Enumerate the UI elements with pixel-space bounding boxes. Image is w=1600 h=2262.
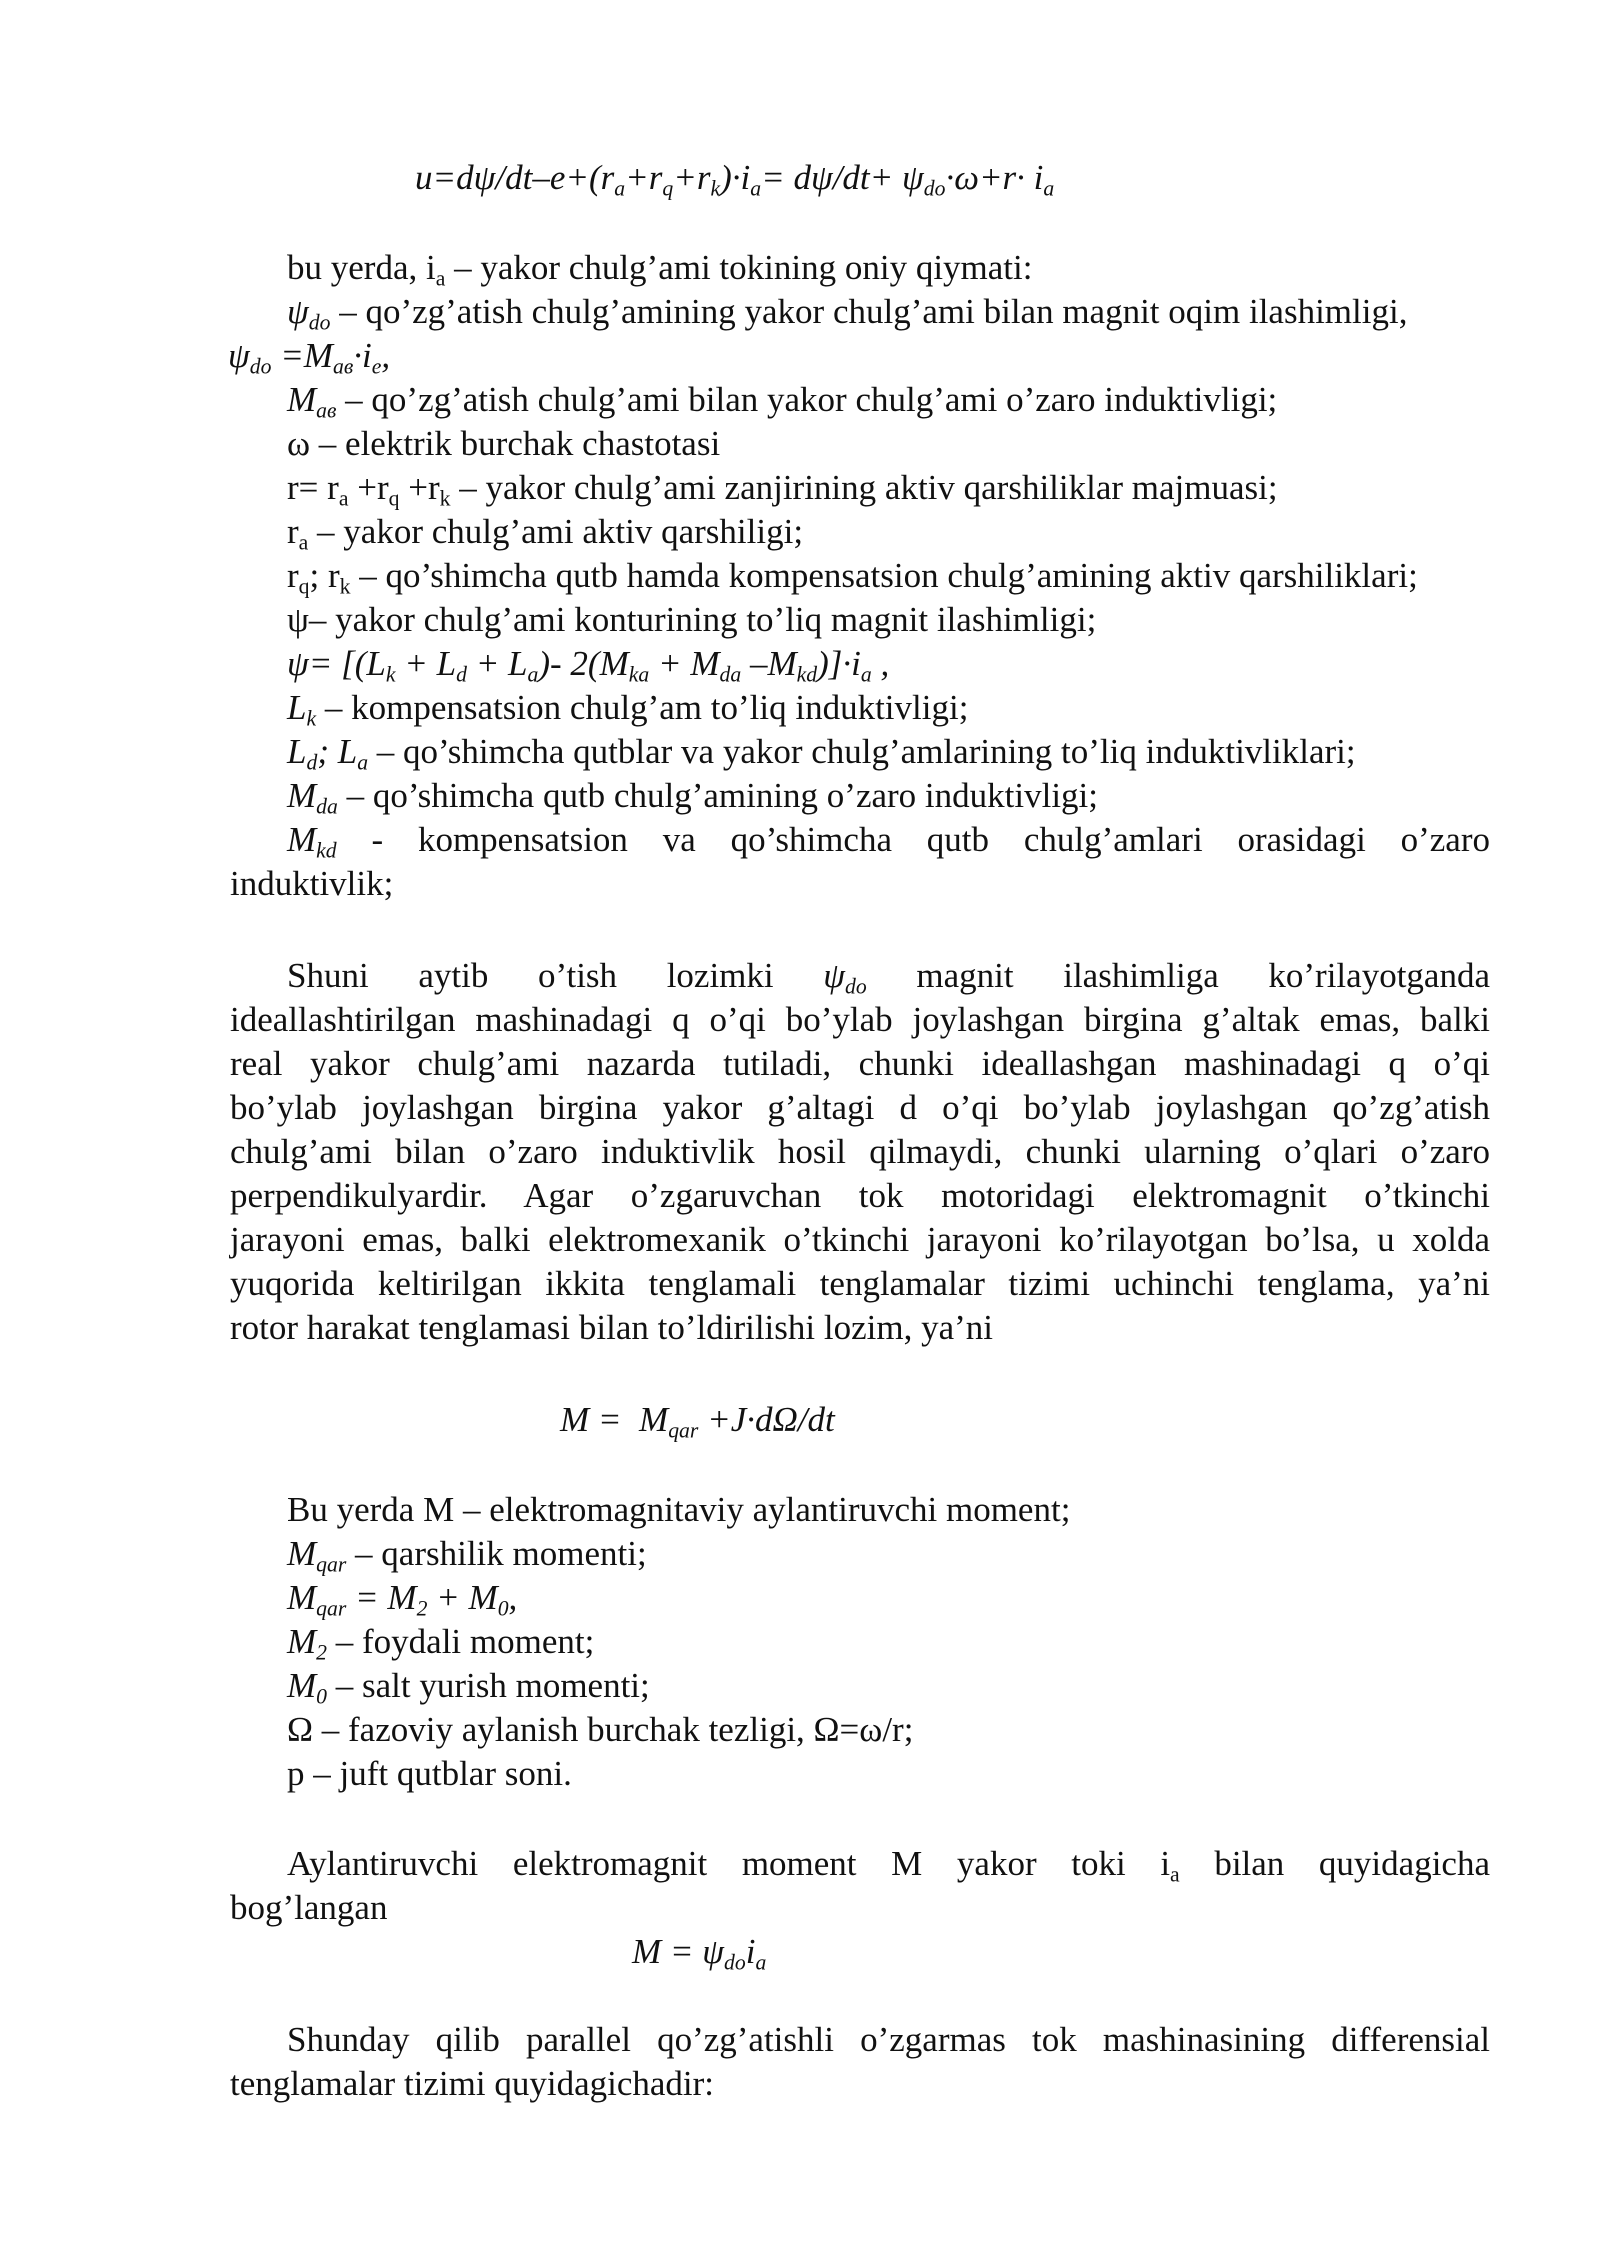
definition-line: $\psi_{do}$ – qo’zg’atish chulg’amining yakor chulg’ami bilan magnit oqim ilashimligi, xyxy=(287,292,1408,335)
definition-line: Bu yerda M – elektromagnitaviy aylantiruvchi moment; xyxy=(287,1490,1071,1529)
paragraph-line: jarayoni emas, balki elektromexanik o’tkinchi jarayoni ko’rilayotgan bo’lsa, u xolda xyxy=(230,1220,1490,1259)
definition-line: $M_{qar} = M_2 + M_0$, xyxy=(287,1578,518,1621)
paragraph-line: Shuni aytib o’tish lozimki $\psi_{do}$ magnit ilashimliga ko’rilayotganda xyxy=(287,956,1490,999)
definition-line: $M_2$ – foydali moment; xyxy=(287,1622,595,1665)
paragraph-line: bog’langan xyxy=(230,1888,388,1927)
paragraph-line: perpendikulyardir. Agar o’zgaruvchan tok motoridagi elektromagnit o’tkinchi xyxy=(230,1176,1490,1215)
paragraph-line: real yakor chulg’ami nazarda tutiladi, chunki ideallashgan mashinadagi q o’qi xyxy=(230,1044,1490,1083)
definition-line: $L_d$; $L_a$ – qo’shimcha qutblar va yakor chulg’amlarining to’liq induktivliklari; xyxy=(287,732,1356,775)
equation-torque: $M = \psi_{do}i_a$ xyxy=(632,1932,767,1975)
definition-line: $M_0$ – salt yurish momenti; xyxy=(287,1666,650,1709)
paragraph-line: Shunday qilib parallel qo’zg’atishli o’zgarmas tok mashinasining differensial xyxy=(287,2020,1490,2059)
paragraph-line: tenglamalar tizimi quyidagichadir: xyxy=(230,2064,715,2103)
definition-line: ψ– yakor chulg’ami konturining to’liq magnit ilashimligi; xyxy=(287,600,1097,639)
paragraph-line: Aylantiruvchi elektromagnit moment M yakor toki $i_a$ bilan quyidagicha xyxy=(287,1844,1490,1887)
paragraph-line: yuqorida keltirilgan ikkita tenglamali tenglamalar tizimi uchinchi tenglama, ya’ni xyxy=(230,1264,1490,1303)
definition-line: Ω – fazoviy aylanish burchak tezligi, Ω=ω/r; xyxy=(287,1710,914,1749)
definition-line: $M_{qar}$ – qarshilik momenti; xyxy=(287,1534,647,1577)
definition-line: $M_{aв}$ – qo’zg’atish chulg’ami bilan yakor chulg’ami o’zaro induktivligi; xyxy=(287,380,1278,423)
definition-line: induktivlik; xyxy=(230,864,394,903)
definition-line: ω – elektrik burchak chastotasi xyxy=(287,424,721,463)
definition-line: $M_{kd}$ - kompensatsion va qo’shimcha qutb chulg’amlari orasidagi o’zaro xyxy=(287,820,1490,863)
definition-line: $M_{da}$ – qo’shimcha qutb chulg’amining o’zaro induktivligi; xyxy=(287,776,1098,819)
definition-line: $r_q$; $r_k$ – qo’shimcha qutb hamda kompensatsion chulg’amining aktiv qarshiliklari; xyxy=(287,556,1418,599)
paragraph-line: chulg’ami bilan o’zaro induktivlik hosil qilmaydi, chunki ularning o’qlari o’zaro xyxy=(230,1132,1490,1171)
definition-line: $\psi_{do} =M_{aв}\cdot i_e$, xyxy=(228,336,391,379)
definition-line: $r= r_a +r_q +r_k$ – yakor chulg’ami zanjirining aktiv qarshiliklar majmuasi; xyxy=(287,468,1278,511)
paragraph-line: bo’ylab joylashgan birgina yakor g’altagi d o’qi bo’ylab joylashgan qo’zg’atish xyxy=(230,1088,1490,1127)
definition-line: $r_a$ – yakor chulg’ami aktiv qarshiligi; xyxy=(287,512,804,555)
equation-voltage: $u=d\psi/dt-e+(r_a+r_q+r_k)\cdot i_a= d\psi/dt+ \psi_{do}\cdot\omega+r\cdot i_a$ xyxy=(415,158,1055,201)
paragraph-line: rotor harakat tenglamasi bilan to’ldirilishi lozim, ya’ni xyxy=(230,1308,993,1347)
definition-line: p – juft qutblar soni. xyxy=(287,1754,572,1793)
definition-line: $\psi= [(L_k + L_d + L_a)-$ $2(M_{ka} + M_{da}$ $-M_{kd})]\cdot i_a$ , xyxy=(287,644,890,687)
paragraph-line: ideallashtirilgan mashinadagi q o’qi bo’ylab joylashgan birgina g’altak emas, balki xyxy=(230,1000,1490,1039)
definition-line: $L_k$ – kompensatsion chulg’am to’liq induktivligi; xyxy=(287,688,969,731)
equation-motion: $M = M_{qar} +J\cdot d\Omega/dt$ xyxy=(560,1400,835,1443)
definition-line: bu yerda, $i_a$ – yakor chulg’ami tokining oniy qiymati: xyxy=(287,248,1033,291)
